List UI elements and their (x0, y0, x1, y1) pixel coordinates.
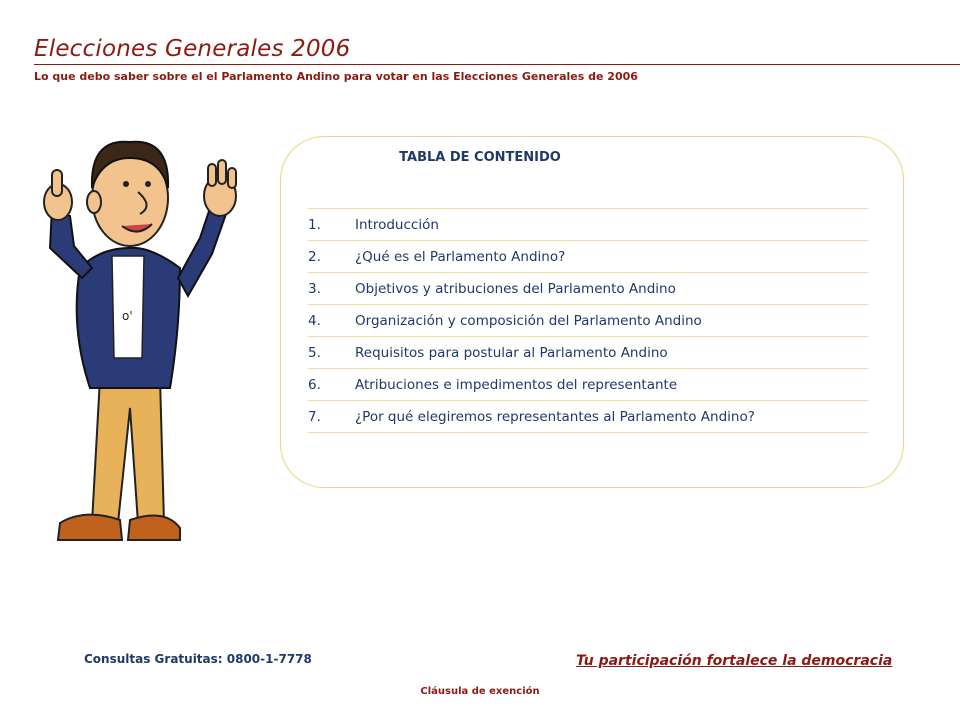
toc-item-introduccion[interactable] (308, 209, 868, 241)
page-subtitle: Lo que debo saber sobre el el Parlamento Andino para votar en las Elecciones Generales de 2006 (34, 70, 638, 83)
free-consultation-phone: Consultas Gratuitas: 0800-1-7778 (84, 652, 312, 666)
toc-item-organizacion[interactable] (308, 305, 868, 337)
toc-item-number: 4. (308, 312, 321, 329)
toc-item-requisitos[interactable] (308, 337, 868, 369)
toc-item-por-que-elegiremos[interactable] (308, 401, 868, 433)
toc-item-atribuciones[interactable] (308, 369, 868, 401)
toc-item-label: Objetivos y atribuciones del Parlamento Andino (355, 280, 676, 297)
toc-item-objetivos[interactable] (308, 273, 868, 305)
toc-item-number: 7. (308, 408, 321, 425)
slogan-link[interactable]: Tu participación fortalece la democracia (576, 653, 893, 669)
toc-item-label: Requisitos para postular al Parlamento Andino (355, 344, 668, 361)
toc-item-label: ¿Qué es el Parlamento Andino? (355, 248, 566, 265)
disclaimer-link[interactable]: Cláusula de exención (420, 686, 540, 697)
title-divider (34, 64, 960, 65)
toc-heading: TABLA DE CONTENIDO (399, 150, 561, 165)
toc-item-number: 6. (308, 376, 321, 393)
toc-item-label: Organización y composición del Parlamento Andino (355, 312, 702, 329)
toc-item-label: ¿Por qué elegiremos representantes al Parlamento Andino? (355, 408, 755, 425)
toc-item-label: Atribuciones e impedimentos del representante (355, 376, 678, 393)
toc-item-number: 1. (308, 216, 321, 233)
toc-item-que-es-el-parlamento[interactable] (308, 241, 868, 273)
toc-item-number: 2. (308, 248, 321, 265)
page-title: Elecciones Generales 2006 (34, 36, 351, 62)
toc-item-number: 3. (308, 280, 321, 297)
toc-item-label: Introducción (355, 216, 439, 233)
cartoon-man-waving-icon (30, 128, 240, 548)
toc-list (308, 208, 868, 433)
toc-item-number: 5. (308, 344, 321, 361)
svg-text:o': o' (122, 309, 133, 323)
